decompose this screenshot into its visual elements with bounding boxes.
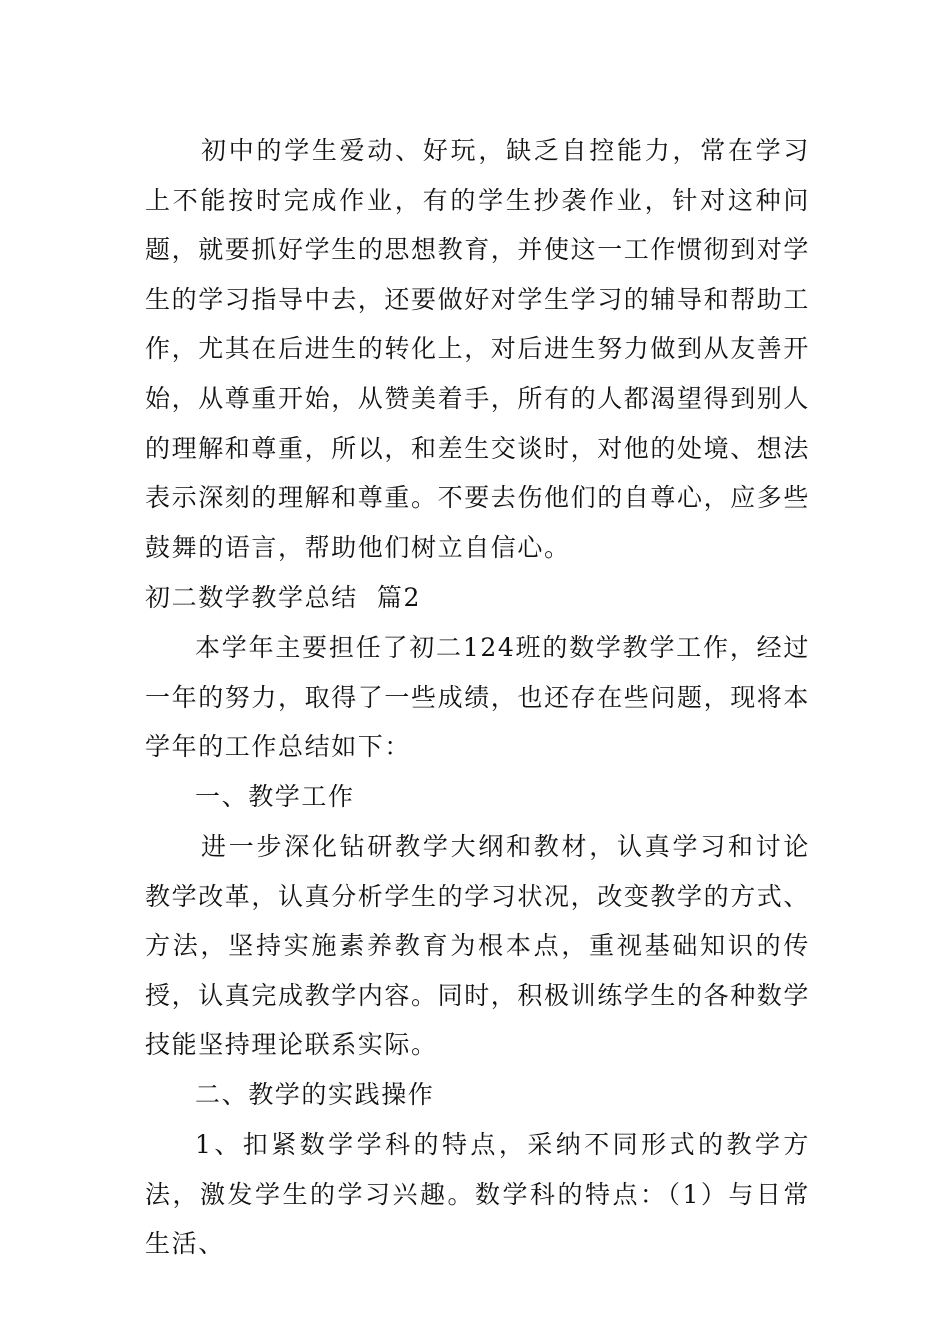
- body-paragraph: 初中的学生爱动、好玩，缺乏自控能力，常在学习上不能按时完成作业，有的学生抄袭作业，针对这种问题，就要抓好学生的思想教育，并使这一工作惯彻到对学生的学习指导中去，还要做好对学生学习的辅导和帮助工作，尤其在后进生的转化上，对后进生努力做到从友善开始，从尊重开始，从赞美着手，所有的人都渴望得到别人的理解和尊重，所以，和差生交谈时，对他的处境、想法表示深刻的理解和尊重。不要去伤他们的自尊心，应多些鼓舞的语言，帮助他们树立自信心。: [145, 136, 811, 562]
- section-heading: 一、教学工作: [195, 782, 355, 811]
- heading-1: [145, 772, 810, 822]
- section-title: [145, 573, 810, 623]
- paragraph-2: [145, 623, 810, 772]
- heading-2: [145, 1070, 810, 1120]
- section-heading: 二、教学的实践操作: [195, 1080, 435, 1109]
- paragraph-1: [145, 126, 810, 572]
- body-paragraph: 1、扣紧数学学科的特点，采纳不同形式的教学方法，激发学生的学习兴趣。数学科的特点：（1）与日常生活、: [145, 1130, 810, 1259]
- body-paragraph: 本学年主要担任了初二124班的数学教学工作，经过一年的努力，取得了一些成绩，也还存在些问题，现将本学年的工作总结如下：: [145, 633, 811, 762]
- article-title: 初二数学教学总结 篇2: [145, 583, 421, 612]
- paragraph-3: [145, 822, 810, 1070]
- body-paragraph: 进一步深化钻研教学大纲和教材，认真学习和讨论教学改革，认真分析学生的学习状况，改变教学的方式、方法，坚持实施素养教育为根本点，重视基础知识的传授，认真完成教学内容。同时，积极训练学生的各种数学技能坚持理论联系实际。: [145, 832, 811, 1060]
- paragraph-4: [145, 1120, 810, 1269]
